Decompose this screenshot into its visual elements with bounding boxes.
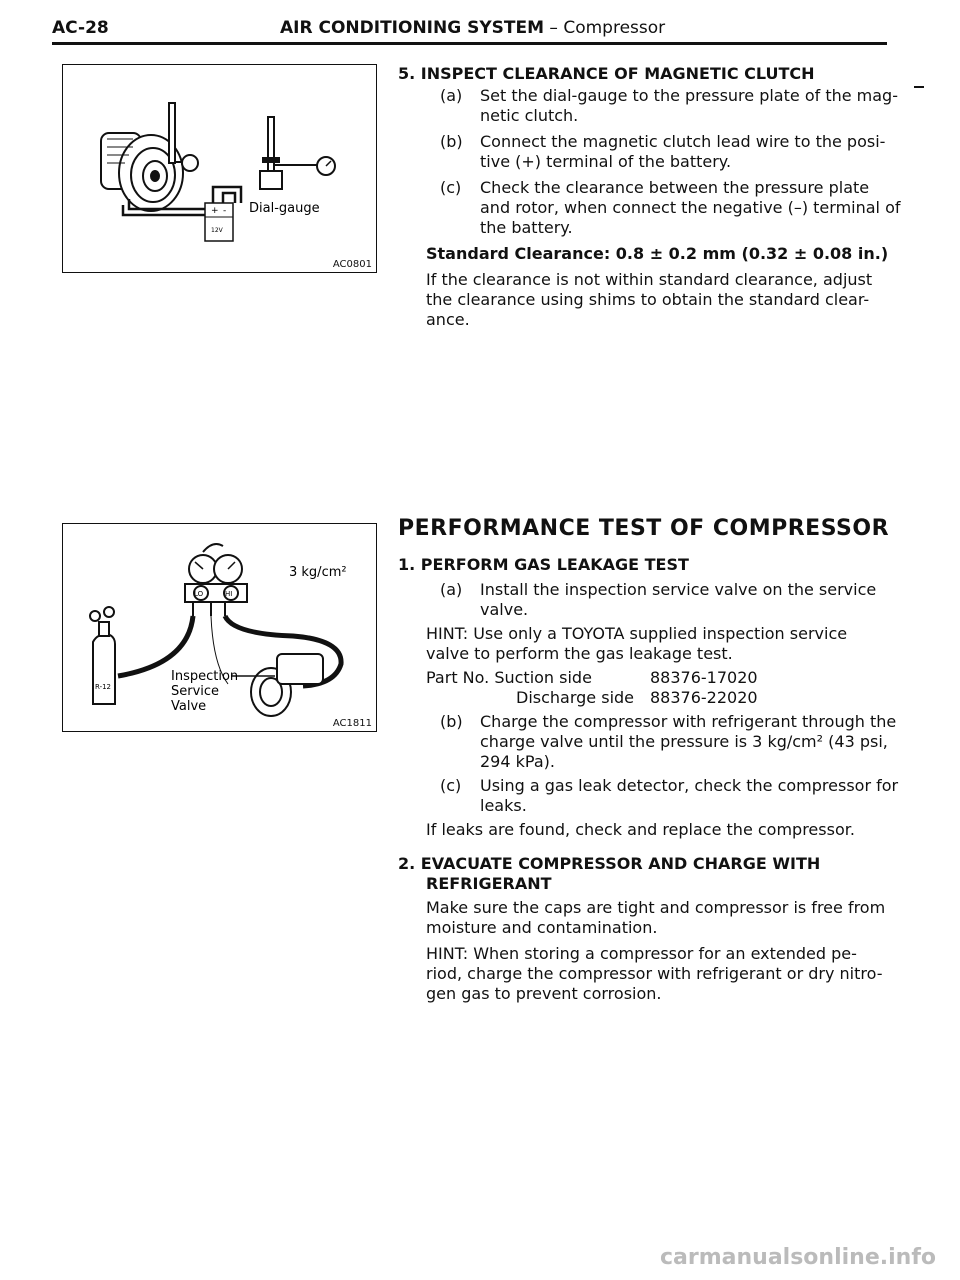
title-main: AIR CONDITIONING SYSTEM (280, 18, 545, 38)
hint2-line2: riod, charge the compressor with refrigerant or dry nitro- (426, 964, 883, 983)
step5-c-line1: Check the clearance between the pressure plate (480, 178, 870, 197)
step5-c-mark: (c) (440, 178, 462, 197)
page-code: AC-28 (52, 18, 109, 38)
step5-heading: 5. INSPECT CLEARANCE OF MAGNETIC CLUTCH (398, 64, 815, 83)
step1-c-line2: leaks. (480, 796, 527, 815)
step5-note-line1: If the clearance is not within standard clearance, adjust (426, 270, 873, 289)
hint1-line2: valve to perform the gas leakage test. (426, 644, 733, 663)
step5-b-line1: Connect the magnetic clutch lead wire to the posi- (480, 132, 886, 151)
step1-c-mark: (c) (440, 776, 462, 795)
hint1-line1: HINT: Use only a TOYOTA supplied inspection service (426, 624, 848, 643)
hint2-line3: gen gas to prevent corrosion. (426, 984, 662, 1003)
part-suction-label: Part No. Suction side (426, 668, 592, 687)
step1-a-line1: Install the inspection service valve on the service (480, 580, 877, 599)
figure-code: AC0801 (332, 259, 372, 270)
margin-mark (914, 86, 924, 88)
lo-label: LO (194, 590, 204, 598)
service-label: Service (171, 684, 220, 699)
inspection-label: Inspection (171, 669, 239, 684)
part-suction-number: 88376-17020 (650, 668, 758, 687)
standard-clearance: Standard Clearance: 0.8 ± 0.2 mm (0.32 ± 0.08 in.) (426, 244, 889, 263)
step1-b-line2: charge valve until the pressure is 3 kg/cm² (43 psi, (480, 732, 888, 751)
title-sub: – Compressor (544, 18, 666, 38)
dial-gauge-label: Dial-gauge (249, 201, 320, 216)
step5-a-mark: (a) (440, 86, 463, 105)
step1-c-line1: Using a gas leak detector, check the compressor for (480, 776, 899, 795)
battery-label: 12V (211, 227, 223, 234)
step5-note-line2: the clearance using shims to obtain the standard clear- (426, 290, 870, 309)
step2-heading-line1: 2. EVACUATE COMPRESSOR AND CHARGE WITH (398, 854, 821, 873)
clutch-dial-gauge-illustration (63, 65, 376, 272)
step1-b-mark: (b) (440, 712, 463, 731)
step1-heading: 1. PERFORM GAS LEAKAGE TEST (398, 555, 689, 574)
step1-a-mark: (a) (440, 580, 463, 599)
step1-note: If leaks are found, check and replace the compressor. (426, 820, 855, 839)
watermark: carmanualsonline.info (660, 1245, 936, 1270)
step5-a-line1: Set the dial-gauge to the pressure plate of the mag- (480, 86, 898, 105)
step5-c-line2: and rotor, when connect the negative (–) terminal of (480, 198, 901, 217)
svg-text:+: + (211, 206, 219, 216)
gas-leak-test-illustration (63, 524, 376, 731)
figure-code: AC1811 (332, 718, 372, 729)
step1-b-line1: Charge the compressor with refrigerant through the (480, 712, 897, 731)
page-title (280, 18, 665, 38)
step5-b-mark: (b) (440, 132, 463, 151)
pressure-label: 3 kg/cm² (289, 565, 347, 580)
header-rule (52, 42, 887, 45)
r12-label: R-12 (95, 683, 112, 691)
figure-dial-gauge (62, 64, 377, 273)
step1-b-line3: 294 kPa). (480, 752, 555, 771)
hi-label: HI (225, 590, 233, 598)
hint2-line1: HINT: When storing a compressor for an extended pe- (426, 944, 857, 963)
part-discharge-number: 88376-22020 (650, 688, 758, 707)
part-discharge-label: Discharge side (516, 688, 635, 707)
step2-line1: Make sure the caps are tight and compressor is free from (426, 898, 886, 917)
section-title: PERFORMANCE TEST OF COMPRESSOR (398, 516, 890, 541)
svg-text:-: - (223, 206, 227, 216)
step2-heading-line2: REFRIGERANT (426, 874, 552, 893)
step5-c-line3: the battery. (480, 218, 573, 237)
step5-note-line3: ance. (426, 310, 470, 329)
figure-gas-leakage (62, 523, 377, 732)
step1-a-line2: valve. (480, 600, 529, 619)
step5-a-line2: netic clutch. (480, 106, 579, 125)
valve-label: Valve (171, 699, 207, 714)
step5-b-line2: tive (+) terminal of the battery. (480, 152, 732, 171)
step2-line2: moisture and contamination. (426, 918, 658, 937)
